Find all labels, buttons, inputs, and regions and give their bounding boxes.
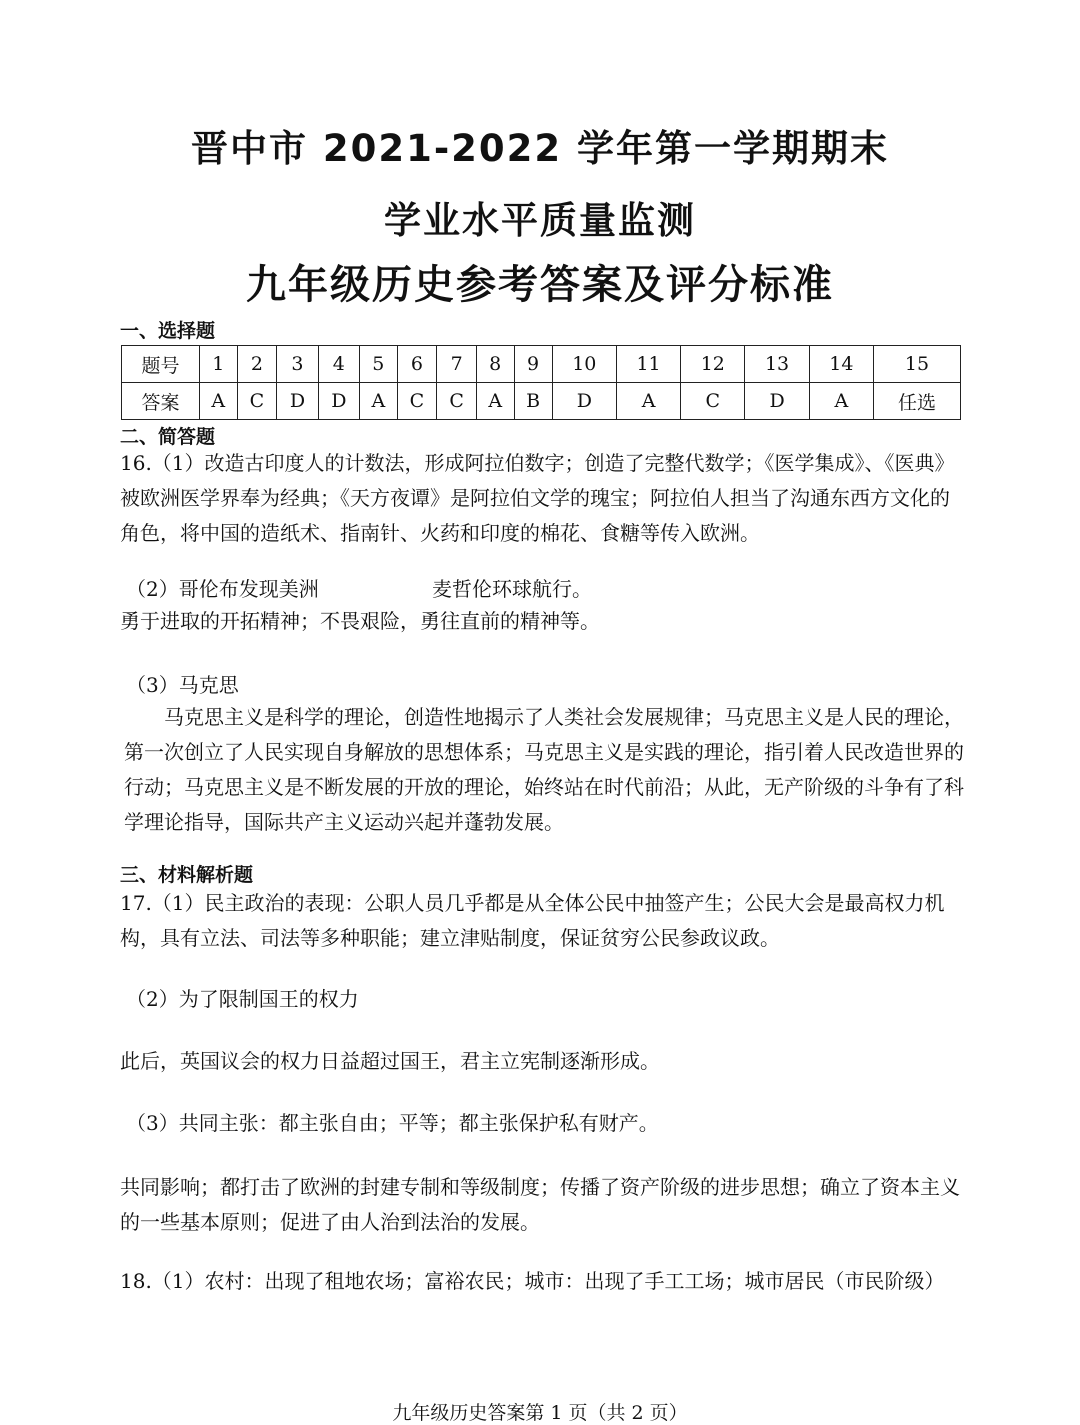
table-cell: 3	[277, 346, 318, 383]
table-row-answers	[122, 383, 961, 420]
answer-17-1: 17.（1）民主政治的表现：公职人员几乎都是从全体公民中抽签产生；公民大会是最高权力机构，具有立法、司法等多种职能；建立津贴制度，保证贫穷公民参政议政。	[120, 891, 945, 950]
table-cell: D	[318, 383, 359, 420]
answer-16-3a: （3）马克思	[126, 673, 239, 697]
table-row-numbers	[122, 346, 961, 383]
page-footer: 九年级历史答案第 1 页（共 2 页）	[392, 1402, 688, 1424]
table-cell: A	[476, 383, 514, 420]
table-cell: 7	[437, 346, 477, 383]
table-cell: D	[552, 383, 616, 420]
answer-table	[121, 345, 961, 420]
answer-17-2a: （2）为了限制国王的权力	[126, 987, 359, 1011]
table-cell: B	[514, 383, 552, 420]
row-label-answer: 答案	[122, 383, 200, 420]
table-cell: 1	[200, 346, 238, 383]
answer-16-2b: 麦哲伦环球航行。	[432, 577, 592, 601]
table-cell: D	[277, 383, 318, 420]
table-cell: A	[616, 383, 680, 420]
answer-18-1: 18.（1）农村：出现了租地农场；富裕农民；城市：出现了手工工场；城市居民（市民阶级）	[120, 1269, 945, 1293]
table-cell: 10	[552, 346, 616, 383]
doc-title-line2: 学业水平质量监测	[384, 199, 696, 242]
table-cell: 14	[809, 346, 873, 383]
answer-16-3b: 马克思主义是科学的理论，创造性地揭示了人类社会发展规律；马克思主义是人民的理论，第一次创立了人民实现自身解放的思想体系；马克思主义是实践的理论，指引着人民改造世界的行动；马克思主义是不断发展的开放的理论，始终站在时代前沿；从此，无产阶级的斗争有了科学理论指导，国际共产主义运动兴起并蓬勃发展。	[124, 705, 964, 834]
table-cell: A	[360, 383, 398, 420]
table-cell: 2	[237, 346, 277, 383]
table-cell: C	[397, 383, 437, 420]
doc-title-line3: 九年级历史参考答案及评分标准	[246, 262, 834, 308]
answer-16-2a: （2）哥伦布发现美洲	[126, 577, 319, 601]
table-cell: 15	[874, 346, 961, 383]
table-cell: A	[809, 383, 873, 420]
table-cell: C	[681, 383, 745, 420]
doc-title-line1: 晋中市 2021-2022 学年第一学期期末	[190, 127, 890, 170]
answer-17-3a: （3）共同主张：都主张自由；平等；都主张保护私有财产。	[126, 1111, 659, 1135]
answer-17-3b: 共同影响；都打击了欧洲的封建专制和等级制度；传播了资产阶级的进步思想；确立了资本主义的一些基本原则；促进了由人治到法治的发展。	[120, 1175, 960, 1234]
answer-16-1: 16.（1）改造古印度人的计数法，形成阿拉伯数字；创造了完整代数学；《医学集成》、《医典》被欧洲医学界奉为经典；《天方夜谭》是阿拉伯文学的瑰宝；阿拉伯人担当了沟通东西方文化的角色，将中国的造纸术、指南针、火药和印度的棉花、食糖等传入欧洲。	[120, 451, 955, 545]
table-cell: 11	[616, 346, 680, 383]
table-cell: A	[200, 383, 238, 420]
row-label-number: 题号	[122, 346, 200, 383]
table-cell: C	[437, 383, 477, 420]
table-cell: C	[237, 383, 277, 420]
section-heading-short: 二、简答题	[120, 426, 216, 448]
table-cell: D	[745, 383, 809, 420]
table-cell: 9	[514, 346, 552, 383]
answer-16-2c: 勇于进取的开拓精神；不畏艰险，勇往直前的精神等。	[120, 609, 600, 633]
section-heading-choice: 一、选择题	[120, 320, 216, 342]
table-cell: 5	[360, 346, 398, 383]
answer-17-2b: 此后，英国议会的权力日益超过国王，君主立宪制逐渐形成。	[120, 1049, 660, 1073]
table-cell: 12	[681, 346, 745, 383]
section-heading-material: 三、材料解析题	[120, 864, 254, 886]
table-cell: 8	[476, 346, 514, 383]
table-cell: 4	[318, 346, 359, 383]
table-cell: 6	[397, 346, 437, 383]
table-cell: 任选	[874, 383, 961, 420]
table-cell: 13	[745, 346, 809, 383]
